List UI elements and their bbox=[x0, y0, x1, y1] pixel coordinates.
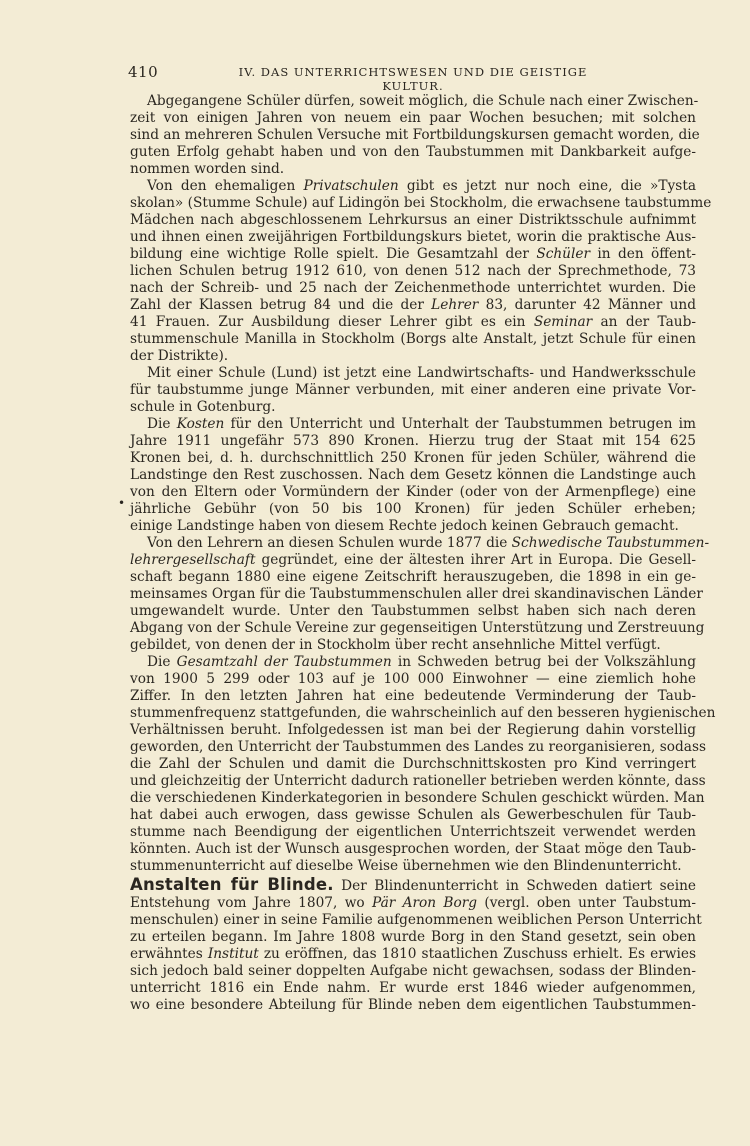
running-head: IV. DAS UNTERRICHTSWESEN UND DIE GEISTIGE KULTUR. bbox=[238, 65, 588, 93]
line-text: sich jedoch bald seiner doppelten Aufgabe nicht gewachsen, sodass der Blinden- bbox=[130, 963, 696, 979]
line-text: die Zahl der Schulen und damit die Durchschnittskosten pro Kind verringert bbox=[130, 756, 696, 772]
text-line bbox=[130, 348, 696, 365]
line-text-after: zu eröffnen, das 1810 staatlichen Zuschuss erhielt. Es erwies bbox=[258, 946, 696, 962]
text-line bbox=[130, 535, 710, 552]
line-text: zu erteilen begann. Im Jahre 1808 wurde Borg in den Stand gesetzt, sein oben bbox=[130, 929, 696, 945]
text-line bbox=[130, 518, 696, 535]
line-text-after: gegründet, eine der ältesten ihrer Art in Europa. Die Gesell- bbox=[255, 552, 696, 568]
line-text: Mädchen nach abgeschlossenem Lehrkursus an einer Distriktsschule aufnimmt bbox=[130, 212, 696, 228]
line-text: Verhältnissen beruht. Infolgedessen ist man bei der Regierung dahin vorstellig bbox=[130, 722, 696, 738]
text-line bbox=[130, 127, 700, 144]
body-text bbox=[130, 93, 716, 1014]
text-line bbox=[130, 824, 696, 841]
text-line bbox=[130, 912, 702, 929]
line-text: der Distrikte). bbox=[130, 348, 229, 364]
text-line bbox=[130, 654, 696, 671]
italic-term: Kosten bbox=[176, 416, 225, 432]
text-line bbox=[130, 433, 696, 450]
line-text: Mit einer Schule (Lund) ist jetzt eine Landwirtschafts- und Handwerksschule bbox=[147, 365, 696, 381]
line-text: gebildet, von denen der in Stockholm über recht ansehnliche Mittel verfügt. bbox=[130, 637, 661, 653]
line-text: zeit von einigen Jahren von neuem ein paar Wochen besuchen; mit solchen bbox=[130, 110, 696, 126]
line-text-before: Die bbox=[147, 654, 177, 670]
line-text: für taubstumme junge Männer verbunden, mit einer anderen eine private Vor- bbox=[130, 382, 696, 398]
text-line bbox=[130, 569, 696, 586]
text-line bbox=[130, 229, 696, 246]
text-line bbox=[130, 297, 696, 314]
line-text: die verschiedenen Kinderkategorien in besondere Schulen geschickt würden. Man bbox=[130, 790, 705, 806]
text-line bbox=[130, 399, 696, 416]
text-line bbox=[130, 790, 705, 807]
italic-term: Institut bbox=[207, 946, 259, 962]
line-text: umgewandelt wurde. Unter den Taubstummen selbst haben sich nach deren bbox=[130, 603, 696, 619]
line-text-before: Entstehung vom Jahre 1807, wo bbox=[130, 895, 372, 911]
text-line bbox=[130, 603, 696, 620]
line-text-before: erwähntes bbox=[130, 946, 208, 962]
line-text: guten Erfolg gehabt haben und von den Taubstummen mit Dankbarkeit aufge- bbox=[130, 144, 696, 160]
text-line bbox=[130, 93, 699, 110]
line-text: schaft begann 1880 eine eigene Zeitschrift herauszugeben, die 1898 in ein ge- bbox=[130, 569, 696, 585]
line-text: nommen worden sind. bbox=[130, 161, 285, 177]
text-line bbox=[130, 416, 696, 433]
text-line bbox=[130, 467, 696, 484]
italic-term: lehrergesellschaft bbox=[130, 552, 256, 568]
line-text-before: Von den Lehrern an diesen Schulen wurde 1877 die bbox=[147, 535, 512, 551]
text-line bbox=[130, 110, 696, 127]
line-text: könnten. Auch ist der Wunsch ausgesprochen worden, der Staat möge den Taub- bbox=[130, 841, 696, 857]
section-heading: Anstalten für Blinde. bbox=[130, 875, 334, 894]
line-text-after: (vergl. oben unter Taubstum- bbox=[477, 895, 696, 911]
text-line bbox=[130, 963, 696, 980]
text-line bbox=[130, 195, 712, 212]
text-line bbox=[130, 365, 696, 382]
line-text: Ziffer. In den letzten Jahren hat eine bedeutende Verminderung der Taub- bbox=[130, 688, 696, 704]
text-line bbox=[130, 946, 696, 963]
text-line bbox=[130, 688, 696, 705]
line-text: und gleichzeitig der Unterricht dadurch rationeller betrieben werden könnte, dass bbox=[130, 773, 706, 789]
italic-term: Schüler bbox=[536, 246, 591, 262]
line-text: stummenfrequenz stattgefunden, die wahrscheinlich auf den besseren hygienischen bbox=[130, 705, 716, 721]
line-text-before: 41 Frauen. Zur Ausbildung dieser Lehrer gibt es ein bbox=[130, 314, 534, 330]
line-text: von 1900 5 299 oder 103 auf je 100 000 Einwohner — eine ziemlich hohe bbox=[130, 671, 696, 687]
text-line bbox=[130, 501, 696, 518]
line-text: Abgegangene Schüler dürfen, soweit möglich, die Schule nach einer Zwischen- bbox=[147, 93, 699, 109]
text-line bbox=[130, 722, 696, 739]
text-line bbox=[130, 858, 696, 875]
italic-term: Gesamtzahl der Taubstummen bbox=[176, 654, 392, 670]
text-line bbox=[130, 841, 696, 858]
text-line bbox=[130, 773, 706, 790]
line-text: stummenunterricht auf dieselbe Weise übernehmen wie den Blindenunterricht. bbox=[130, 858, 682, 874]
margin-mark: • bbox=[118, 496, 126, 510]
text-line bbox=[130, 586, 703, 603]
line-text-after: in den öffent- bbox=[590, 246, 697, 262]
text-line bbox=[130, 671, 696, 688]
line-text: sind an mehreren Schulen Versuche mit Fortbildungskursen gemacht worden, die bbox=[130, 127, 700, 143]
line-text-after: gibt es jetzt nur noch eine, die »Tysta bbox=[398, 178, 696, 194]
italic-term: Lehrer bbox=[431, 297, 479, 313]
line-text: hat dabei auch erwogen, dass gewisse Schulen als Gewerbeschulen für Taub- bbox=[130, 807, 696, 823]
line-text: meinsames Organ für die Taubstummenschulen aller drei skandinavischen Länder bbox=[130, 586, 703, 602]
line-text-after: Der Blindenunterricht in Schweden datiert seine bbox=[333, 878, 696, 894]
text-line bbox=[130, 980, 696, 997]
text-line bbox=[130, 144, 696, 161]
text-line bbox=[130, 997, 696, 1014]
text-line bbox=[130, 484, 696, 501]
text-line bbox=[130, 895, 696, 912]
text-line bbox=[130, 161, 696, 178]
line-text: stumme nach Beendigung der eigentlichen Unterrichtszeit verwendet werden bbox=[130, 824, 696, 840]
line-text: von den Eltern oder Vormündern der Kinder (oder von der Armenpflege) eine bbox=[130, 484, 696, 500]
text-line bbox=[130, 246, 696, 263]
line-text-after: für den Unterricht und Unterhalt der Taubstummen betrugen im bbox=[224, 416, 696, 432]
line-text-before: Die bbox=[147, 416, 177, 432]
text-line bbox=[130, 807, 696, 824]
line-text: Abgang von der Schule Vereine zur gegenseitigen Unterstützung und Zerstreuung bbox=[130, 620, 705, 636]
italic-term: Pär Aron Borg bbox=[371, 895, 478, 911]
text-line bbox=[130, 620, 705, 637]
text-line bbox=[130, 637, 696, 654]
line-text: skolan» (Stumme Schule) auf Lidingön bei Stockholm, die erwachsene taubstumme bbox=[130, 195, 712, 211]
text-line bbox=[130, 929, 696, 946]
line-text-after: 83, darunter 42 Männer und bbox=[478, 297, 696, 313]
line-text: geworden, den Unterricht der Taubstummen des Landes zu reorganisieren, sodass bbox=[130, 739, 706, 755]
line-text: menschulen) einer in seine Familie aufgenommenen weiblichen Person Unterricht bbox=[130, 912, 702, 928]
line-text-after: an der Taub- bbox=[592, 314, 696, 330]
italic-term: Schwedische Taubstummen- bbox=[511, 535, 710, 551]
line-text-before: Zahl der Klassen betrug 84 und die der bbox=[130, 297, 432, 313]
line-text: Kronen bei, d. h. durchschnittlich 250 Kronen für jeden Schüler, während die bbox=[130, 450, 696, 466]
text-line bbox=[130, 739, 706, 756]
line-text: Landstinge den Rest zuschossen. Nach dem Gesetz können die Landstinge auch bbox=[130, 467, 696, 483]
line-text-before: bildung eine wichtige Rolle spielt. Die Gesamtzahl der bbox=[130, 246, 537, 262]
line-text: lichen Schulen betrug 1912 610, von denen 512 nach der Sprechmethode, 73 bbox=[130, 263, 696, 279]
text-line bbox=[130, 212, 696, 229]
italic-term: Privatschulen bbox=[303, 178, 399, 194]
line-text: schule in Gotenburg. bbox=[130, 399, 276, 415]
line-text: unterricht 1816 ein Ende nahm. Er wurde erst 1846 wieder aufgenommen, bbox=[130, 980, 696, 996]
text-line bbox=[130, 280, 696, 297]
text-line bbox=[130, 263, 696, 280]
page-header bbox=[128, 63, 618, 93]
line-text-before: Von den ehemaligen bbox=[147, 178, 304, 194]
text-line bbox=[130, 178, 696, 195]
line-text: wo eine besondere Abteilung für Blinde neben dem eigentlichen Taubstummen- bbox=[130, 997, 696, 1013]
line-text-after: in Schweden betrug bei der Volkszählung bbox=[391, 654, 696, 670]
text-line bbox=[130, 705, 716, 722]
text-line bbox=[130, 875, 696, 895]
line-text: Jahre 1911 ungefähr 573 890 Kronen. Hierzu trug der Staat mit 154 625 bbox=[130, 433, 696, 449]
text-line bbox=[130, 331, 696, 348]
text-line bbox=[130, 382, 696, 399]
line-text: stummenschule Manilla in Stockholm (Borgs alte Anstalt, jetzt Schule für einen bbox=[130, 331, 696, 347]
line-text: einige Landstinge haben von diesem Rechte jedoch keinen Gebrauch gemacht. bbox=[130, 518, 679, 534]
text-line bbox=[130, 314, 696, 331]
text-line bbox=[130, 552, 696, 569]
line-text: nach der Schreib- und 25 nach der Zeichenmethode unterrichtet wurden. Die bbox=[130, 280, 696, 296]
text-line bbox=[130, 450, 696, 467]
line-text: und ihnen einen zweijährigen Fortbildungskurs bietet, worin die praktische Aus- bbox=[130, 229, 696, 245]
italic-term: Seminar bbox=[533, 314, 593, 330]
page-number: 410 bbox=[128, 63, 159, 81]
line-text: jährliche Gebühr (von 50 bis 100 Kronen) für jeden Schüler erheben; bbox=[130, 501, 696, 517]
text-line bbox=[130, 756, 696, 773]
